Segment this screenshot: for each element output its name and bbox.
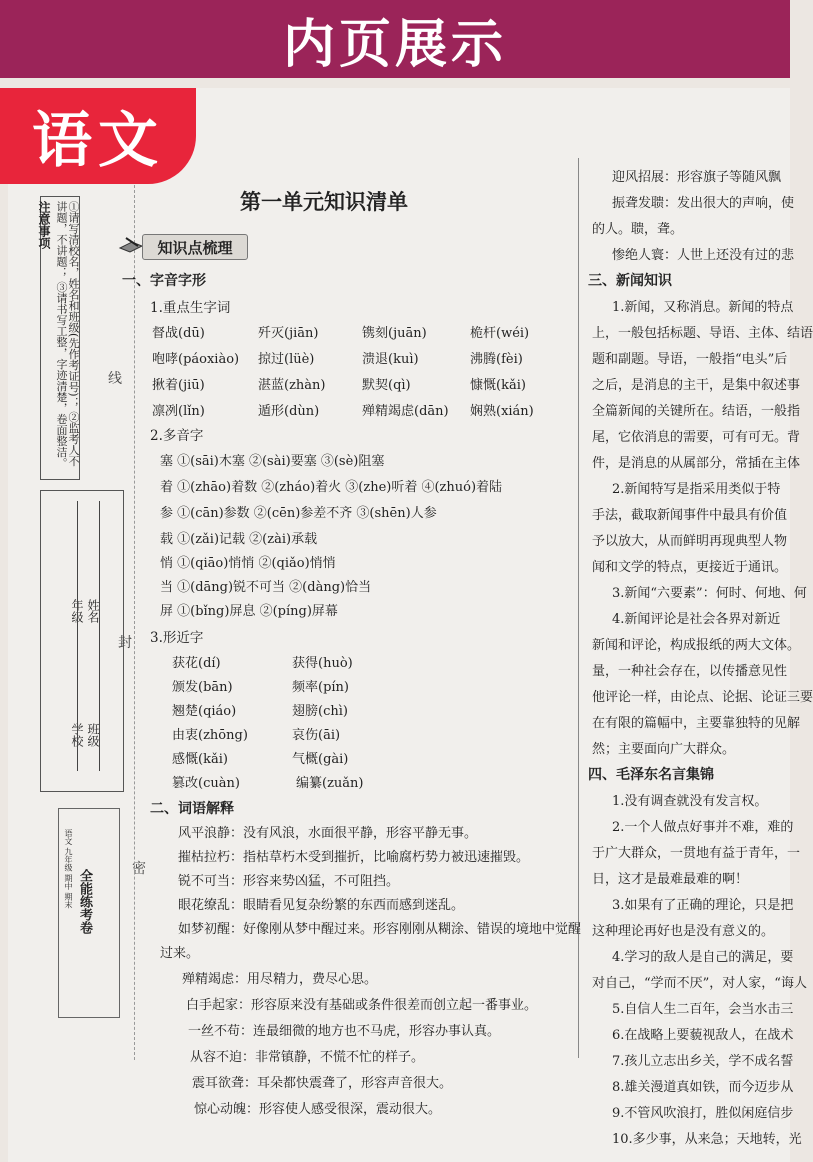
news-line: 量，一种社会存在，以传播意见性: [592, 664, 788, 679]
news-line: 2.新闻特写是指采用类似于特: [612, 482, 781, 497]
word-item: 遁形(dùn): [258, 404, 320, 419]
definition-line: 一丝不苟：连最细微的地方也不马虎，形容办事认真。: [188, 1024, 501, 1039]
school-label: 学校: [70, 723, 84, 747]
news-line: 然；主要面向广大群众。: [592, 742, 736, 757]
news-line: 4.新闻评论是社会各界对新近: [612, 612, 781, 627]
subject-label: 语文: [32, 106, 164, 176]
polyphone-row: 参 ①(cān)参数 ②(cēn)参差不齐 ③(shēn)人参: [160, 506, 437, 521]
notice-heading: 注意事项: [37, 201, 51, 249]
similar-item: 感慨(kǎi): [172, 752, 228, 767]
definition-line: 眼花缭乱：眼睛看见复杂纷繁的东西而感到迷乱。: [178, 898, 465, 913]
subheading: 2.多音字: [150, 428, 204, 444]
name-label: 姓名: [86, 599, 100, 623]
definition-line: 的人。聩，聋。: [592, 222, 684, 237]
quote-line: 10.多少事，从来急；天地转，光: [612, 1132, 802, 1147]
word-item: 揪着(jiū): [152, 378, 205, 393]
news-line: 手法，截取新闻事件中最具有价值: [592, 508, 788, 523]
word-item: 溃退(kuì): [362, 352, 419, 367]
news-line: 尾，它依消息的需要，可有可无。背: [592, 430, 801, 445]
notice-lines: [55, 201, 79, 471]
definition-line: 风平浪静：没有风浪，水面很平静，形容平静无事。: [178, 826, 478, 841]
news-line: 予以放大，从而鲜明再现典型人物: [592, 534, 788, 549]
polyphone-row: 当 ①(dāng)锐不可当 ②(dàng)恰当: [160, 580, 372, 595]
quote-line: 8.雄关漫道真如铁，而今迈步从: [612, 1080, 794, 1095]
seal-seal: 封: [118, 635, 132, 651]
news-line: 全篇新闻的关键所在。结语，一般指: [592, 404, 801, 419]
definition-line: 锐不可当：形容来势凶猛，不可阻挡。: [178, 874, 400, 889]
product-small: 语文 九年级 期中 期末: [64, 829, 73, 909]
word-item: 默契(qì): [362, 378, 411, 393]
word-item: 慷慨(kǎi): [470, 378, 526, 393]
definition-line: 迎风招展：形容旗子等随风飘: [612, 170, 782, 185]
polyphone-row: 着 ①(zhāo)着数 ②(zháo)着火 ③(zhe)听着 ④(zhuó)着陆: [160, 480, 503, 495]
word-item: 沸腾(fèi): [470, 352, 523, 367]
similar-item: 哀伤(āi): [292, 728, 341, 743]
subheading: 1.重点生字词: [150, 300, 231, 316]
quote-line: 这种理论再好也是没有意义的。: [592, 924, 775, 939]
section-badge: [118, 232, 256, 260]
word-item: 咆哮(páoxiào): [152, 352, 240, 367]
definition-line: 惊心动魄：形容使人感受很深，震动很大。: [194, 1102, 442, 1117]
similar-item: 颁发(bān): [172, 680, 233, 695]
quote-line: 3.如果有了正确的理论，只是把: [612, 898, 794, 913]
definition-line: 惨绝人寰：人世上还没有过的悲: [612, 248, 795, 263]
book-pen-icon: [118, 234, 144, 256]
seal-line: 线: [108, 371, 122, 387]
similar-item: 获得(huò): [292, 656, 353, 671]
subject-tag: [0, 88, 196, 184]
class-line[interactable]: [99, 501, 100, 771]
polyphone-row: 载 ①(zǎi)记载 ②(zài)承载: [160, 532, 318, 547]
similar-item: 由衷(zhōng): [172, 728, 248, 743]
polyphone-row: 屏 ①(bǐng)屏息 ②(píng)屏幕: [160, 604, 338, 619]
word-item: 掠过(lüè): [258, 352, 315, 367]
definition-line: 如梦初醒：好像刚从梦中醒过来。形容刚刚从糊涂、错误的境地中觉醒: [178, 922, 582, 937]
quote-line: 对自己，“学而不厌”，对人家，“诲人: [592, 976, 807, 991]
top-banner: [0, 0, 790, 78]
definition-line: 过来。: [160, 946, 200, 961]
section-heading: 一、字音字形: [122, 273, 206, 289]
news-line: 闻和文学的特点，更接近于通讯。: [592, 560, 788, 575]
word-item: 殚精竭虑(dān): [362, 404, 449, 419]
quote-line: 1.没有调查就没有发言权。: [612, 794, 768, 809]
section-heading: 二、词语解释: [150, 801, 234, 817]
student-info-box: [40, 490, 124, 792]
quote-line: 于广大群众，一贯地有益于青年，一: [592, 846, 801, 861]
similar-item: 篡改(cuàn): [172, 776, 240, 791]
banner-title: 内页展示: [282, 14, 507, 75]
news-line: 他评论一样，由论点、论据、论证三要: [592, 690, 813, 705]
class-label: 班级: [86, 723, 100, 747]
quote-line: 7.孩儿立志出乡关，学不成名誓: [612, 1054, 794, 1069]
quote-line: 9.不管风吹浪打，胜似闲庭信步: [612, 1106, 794, 1121]
news-line: 上，一般包括标题、导语、主体、结语: [592, 326, 813, 341]
similar-item: 编纂(zuǎn): [296, 776, 364, 791]
badge-label: 知识点梳理: [142, 234, 248, 260]
polyphone-row: 悄 ①(qiāo)悄悄 ②(qiǎo)悄悄: [160, 556, 336, 571]
product-box: [58, 808, 120, 1018]
word-item: 歼灭(jiān): [258, 326, 319, 341]
name-line[interactable]: [77, 501, 78, 771]
word-item: 凛冽(lǐn): [152, 404, 205, 419]
news-line: 件，是消息的从属部分，常插在主体: [592, 456, 801, 471]
polyphone-row: 塞 ①(sāi)木塞 ②(sài)要塞 ③(sè)阻塞: [160, 454, 385, 469]
word-item: 湛蓝(zhàn): [258, 378, 326, 393]
similar-item: 获花(dí): [172, 656, 221, 671]
similar-item: 频率(pín): [292, 680, 349, 695]
definition-line: 摧枯拉朽：指枯草朽木受到摧折，比喻腐朽势力被迅速摧毁。: [178, 850, 530, 865]
similar-item: 翘楚(qiáo): [172, 704, 237, 719]
definition-line: 振聋发聩：发出很大的声响，使: [612, 196, 795, 211]
similar-item: 气概(gài): [292, 752, 349, 767]
definition-line: 震耳欲聋：耳朵都快震聋了，形容声音很大。: [192, 1076, 453, 1091]
page-title: 第一单元知识清单: [240, 189, 408, 214]
news-line: 3.新闻“六要素”：何时、何地、何: [612, 586, 807, 601]
quote-line: 2.一个人做点好事并不难，难的: [612, 820, 794, 835]
definition-line: 从容不迫：非常镇静，不慌不忙的样子。: [190, 1050, 425, 1065]
news-line: 1.新闻，又称消息。新闻的特点: [612, 300, 794, 315]
subheading: 3.形近字: [150, 630, 204, 646]
news-line: 在有限的篇幅中，主要靠独特的见解: [592, 716, 801, 731]
definition-line: 白手起家：形容原来没有基础或条件很差而创立起一番事业。: [186, 998, 538, 1013]
binding-dashed-line: [134, 180, 135, 1060]
section-heading: 四、毛泽东名言集锦: [588, 767, 714, 783]
quote-line: 4.学习的敌人是自己的满足，要: [612, 950, 794, 965]
word-item: 娴熟(xián): [470, 404, 534, 419]
word-item: 镌刻(juān): [362, 326, 427, 341]
notice-box: [37, 196, 80, 480]
seal-secret: 密: [132, 861, 146, 877]
word-item: 督战(dū): [152, 326, 205, 341]
notice-line: ①请写清校名，姓名和班级(先作考证号)；: [67, 201, 80, 408]
quote-line: 6.在战略上要藐视敌人，在战术: [612, 1028, 794, 1043]
right-column: [584, 160, 813, 1160]
quote-line: 5.自信人生二百年，会当水击三: [612, 1002, 794, 1017]
news-line: 新闻和评论，构成报纸的两大文体。: [592, 638, 801, 653]
word-item: 桅杆(wéi): [470, 326, 530, 341]
similar-item: 翅膀(chì): [292, 704, 348, 719]
notice-line: ③请书写工整，字迹清楚，卷面整洁。: [55, 281, 68, 469]
news-line: 之后，是消息的主干，是集中叙述事: [592, 378, 801, 393]
notice-line: ②监考人不讲题，不讲题；: [55, 201, 80, 467]
grade-label: 年级: [70, 599, 84, 623]
definition-line: 殚精竭虑：用尽精力，费尽心思。: [182, 972, 378, 987]
product-name: 全能练考卷: [77, 869, 92, 934]
news-line: 题和副题。导语，一般指“电头”后: [592, 352, 788, 367]
section-heading: 三、新闻知识: [588, 273, 672, 289]
quote-line: 日，这才是最难最难的啊！: [592, 872, 749, 887]
